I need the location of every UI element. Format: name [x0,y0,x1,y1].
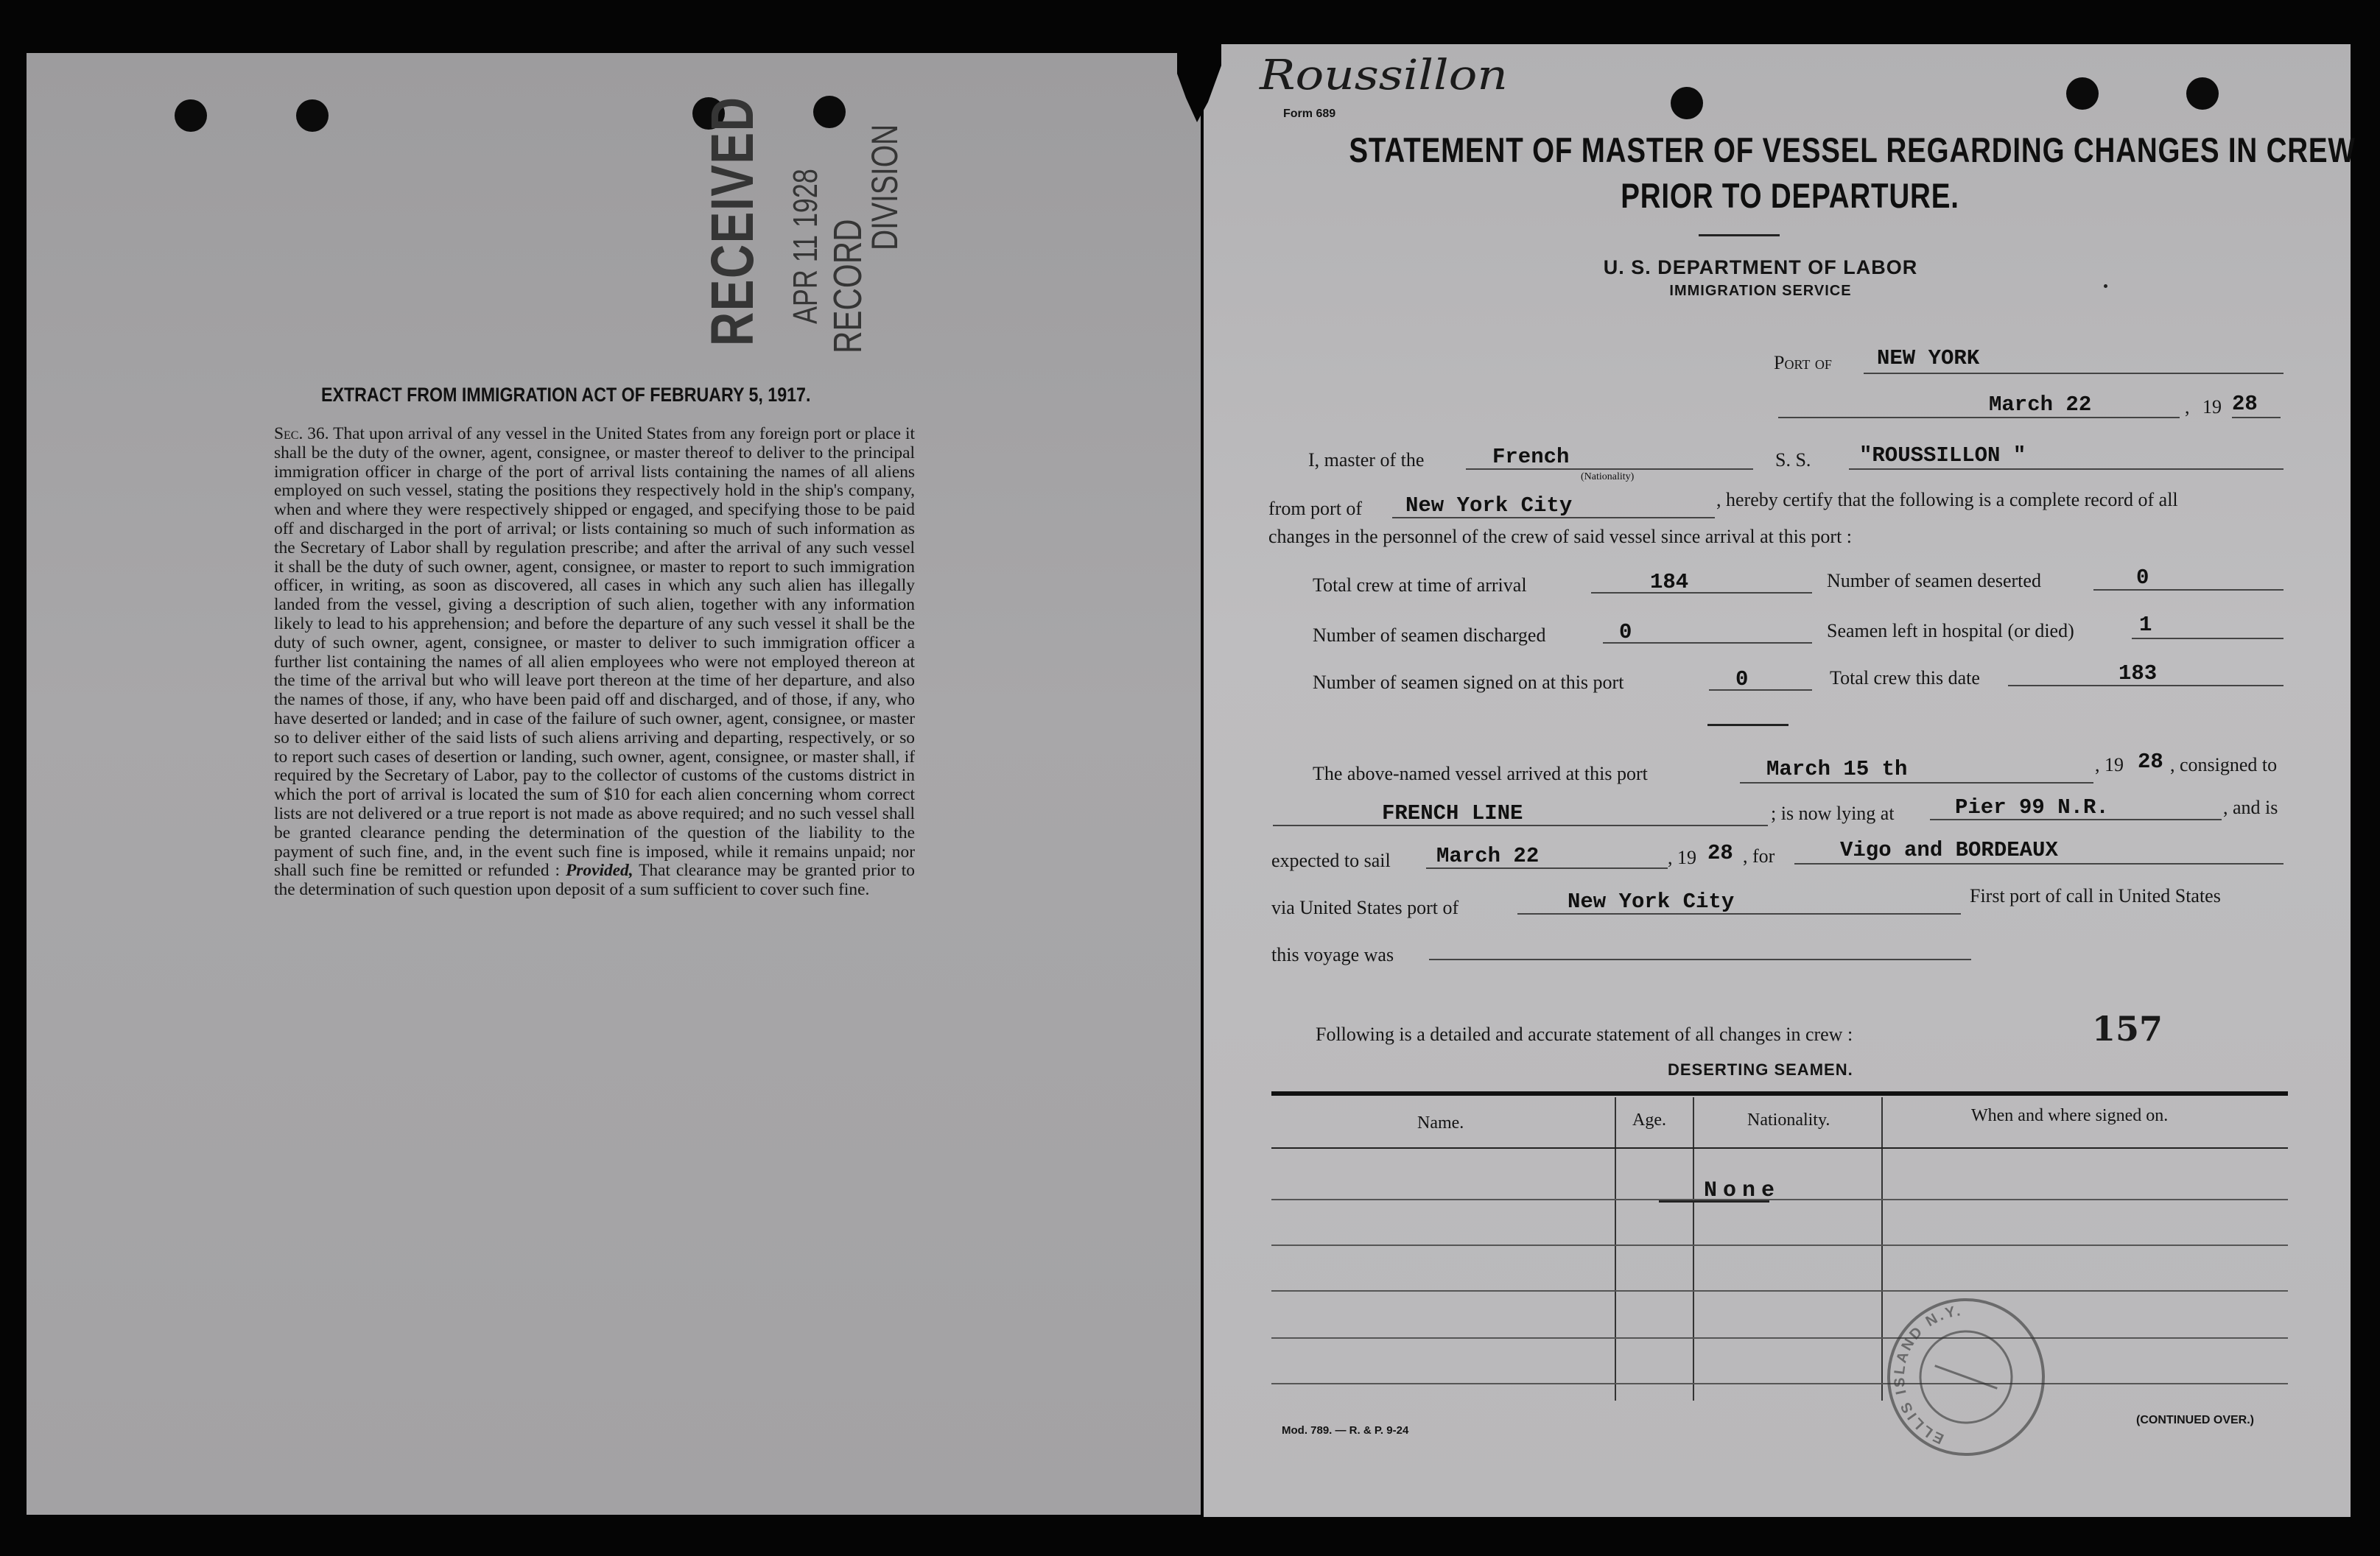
table-entry-none: None [1704,1178,1781,1203]
section-divider [1707,724,1788,726]
nationality-line [1466,468,1753,470]
signed-on-line [1709,689,1812,691]
discharged-line [1603,642,1812,644]
ss-label: S. S. [1775,449,1811,471]
this-voyage-line [1429,959,1971,960]
date-comma: , [2185,396,2190,418]
punch-hole [2066,77,2099,110]
expected-line [1426,867,1668,869]
table-row-line [1271,1337,2288,1339]
and-is-label: , and is [2223,797,2278,818]
section-body: That upon arrival of any vessel in the United States from any foreign port or place it shall be the duty of the owner, agent, consignee, or master thereof to deliver to the principal immigration officer in charge of the port of arrival lists containing the names of all aliens employed on such vessel, stating the positions they respectively hold in the ship's company, when and where they were respectively shipped or engaged, and specifying those to be paid off and discharged in the port of arrival; or lists containing so much of such information as the Secretary of Labor shall by regulation prescribe; and after the arrival of any such vessel it shall be the duty of such owner, agent, consignee, or master to report to such immigration officer, in writing, as soon as discovered, all cases in which any such alien has illegally landed from the vessel, giving a description of such alien, together with any information likely to lead to his apprehension; and before the departure of any such vessel it shall be the duty of such owner, agent, consignee, or master to deliver to such immigration officer a further list containing the names of all alien employees who were not employed thereon at the time of the arrival but who will leave port thereon at the time of her departure, and also the names of those, if any, who have been paid off and discharged, and of those, if any, who have deserted or landed; and in case of the failure of such owner, agent, consignee, or master so to deliver either of the said lists of such aliens arriving and departing, respectively, or so to report such cases of desertion or landing, such owner, agent, consignee, or master shall, if required by the Secretary of Labor, pay to the collector of customs of the customs district in which the port of arrival is located the sum of $10 for each alien concerning whom correct lists are not delivered or a true report is not made as above required; and no such vessel shall be granted clearance pending the determination of the question of the liability to the payment of such fine, and, in the event such fine is imposed, while it remains unpaid; nor shall such fine be remitted or refunded : [274,424,915,881]
destination-line [1794,863,2284,865]
port-value: NEW YORK [1877,346,1980,370]
year-prefix: 19 [2202,396,2222,418]
arrived-label: The above-named vessel arrived at this port [1313,763,1648,784]
from-port-value: New York City [1405,493,1573,518]
deserted-line [2093,589,2284,591]
ship-line [1849,468,2284,470]
year-value: 28 [2232,392,2258,416]
changes-text: changes in the personnel of the crew of said vessel since arrival at this port : [1268,526,1853,547]
via-value: New York City [1568,890,1735,914]
continued-over: (CONTINUED OVER.) [2136,1414,2254,1426]
total-crew-value: 184 [1650,570,1689,594]
year-line [2232,417,2281,418]
act-text [274,425,915,900]
deserted-label: Number of seamen deserted [1827,570,2041,591]
expected-label: expected to sail [1271,850,1391,871]
hospital-value: 1 [2139,613,2152,637]
nationality-value: French [1492,445,1570,469]
total-crew-line [1591,592,1812,594]
following-label: Following is a detailed and accurate statement of all changes in crew : [1316,1024,1853,1045]
master-label: I, master of the [1308,449,1425,471]
total-today-value: 183 [2119,661,2158,686]
stamp-division: DIVISION [864,124,905,250]
arrived-year-value: 28 [2138,750,2163,774]
consignee-line [1273,825,1768,826]
ink-dot [2104,284,2107,288]
discharged-value: 0 [1619,620,1632,644]
table-col-divider [1615,1097,1616,1401]
port-label: Port of [1774,352,1832,373]
service-heading: IMMIGRATION SERVICE [1669,283,1852,299]
lying-value: Pier 99 N.R. [1955,795,2109,820]
this-voyage-label: this voyage was [1271,944,1394,965]
none-underline [1659,1200,1769,1203]
col-header-nationality: Nationality. [1747,1110,1830,1130]
discharged-label: Number of seamen discharged [1313,624,1546,646]
signed-on-value: 0 [1735,667,1749,691]
expected-year-prefix: , 19 [1668,847,1696,868]
col-header-signed-on: When and where signed on. [1971,1106,2169,1125]
arrived-line [1740,782,2093,784]
punch-hole [296,99,329,132]
table-col-divider [1881,1097,1883,1401]
first-port-label: First port of call in United States [1970,885,2221,907]
signed-on-label: Number of seamen signed on at this port [1313,672,1624,693]
lying-label: ; is now lying at [1771,803,1895,824]
department-heading: U. S. DEPARTMENT OF LABOR [1603,256,1918,278]
table-header-rule [1271,1147,2288,1149]
section-label: Sec. 36. [274,424,329,443]
deserting-seamen-table [1271,1097,2288,1401]
arrived-value: March 15 th [1766,757,1908,781]
hospital-line [2132,638,2284,639]
form-title-line2: PRIOR TO DEPARTURE. [1621,176,1959,215]
total-today-line [2008,685,2284,686]
punch-hole [175,99,207,132]
from-port-line [1392,517,1715,518]
table-row-line [1271,1245,2288,1246]
port-line [1864,373,2284,374]
punch-hole [1671,87,1703,119]
expected-year-value: 28 [1707,841,1733,865]
punch-hole [813,96,846,128]
handwritten-number: 157 [2092,1009,2163,1049]
stamp-received: RECEIVED [699,96,766,346]
arrived-year-prefix: , 19 [2095,754,2124,775]
stamp-date: APR 11 1928 [786,169,824,324]
table-row-line [1271,1383,2288,1384]
title-divider [1699,234,1780,236]
handwritten-ship-name: Roussillon [1260,52,1508,99]
col-header-age: Age. [1632,1110,1666,1130]
hospital-label: Seamen left in hospital (or died) [1827,620,2074,641]
consignee-value: FRENCH LINE [1382,801,1523,825]
form-number: Form 689 [1283,108,1336,120]
date-value: March 22 [1989,392,2092,417]
form-code: Mod. 789. — R. & P. 9-24 [1282,1424,1409,1437]
consigned-label: , consigned to [2170,754,2278,775]
certify-text: , hereby certify that the following is a complete record of all [1716,489,2178,510]
total-crew-label: Total crew at time of arrival [1313,574,1527,596]
via-line [1517,913,1961,915]
punch-hole [2186,77,2219,110]
stamp-record: RECORD [826,219,870,353]
lying-line [1930,819,2222,820]
col-header-name: Name. [1417,1113,1464,1133]
ellis-stamp-text: ELLIS ISLAND N.Y. [1891,1303,1964,1447]
deserted-value: 0 [2136,566,2149,590]
nationality-caption: (Nationality) [1581,471,1635,482]
table-top-rule [1271,1091,2288,1096]
table-row-line [1271,1290,2288,1292]
via-label: via United States port of [1271,897,1459,918]
total-today-label: Total crew this date [1830,667,1980,689]
destination-value: Vigo and BORDEAUX [1840,838,2058,862]
table-col-divider [1693,1097,1694,1401]
extract-title: EXTRACT FROM IMMIGRATION ACT OF FEBRUARY 5, 1917. [321,384,811,406]
ship-value: "ROUSSILLON " [1859,443,2026,468]
section-tail: That clearance may be granted prior to the determination of such question upon deposit of a sum sufficient to cover such fine. [274,861,915,900]
deserting-heading: DESERTING SEAMEN. [1668,1060,1853,1079]
form-title-line1: STATEMENT OF MASTER OF VESSEL REGARDING CHANGES IN CREW [1349,130,2356,169]
provided-label: Provided, [566,861,633,881]
from-port-label: from port of [1268,498,1363,519]
expected-value: March 22 [1436,844,1540,868]
date-line [1778,417,2180,418]
for-label: , for [1743,845,1775,867]
